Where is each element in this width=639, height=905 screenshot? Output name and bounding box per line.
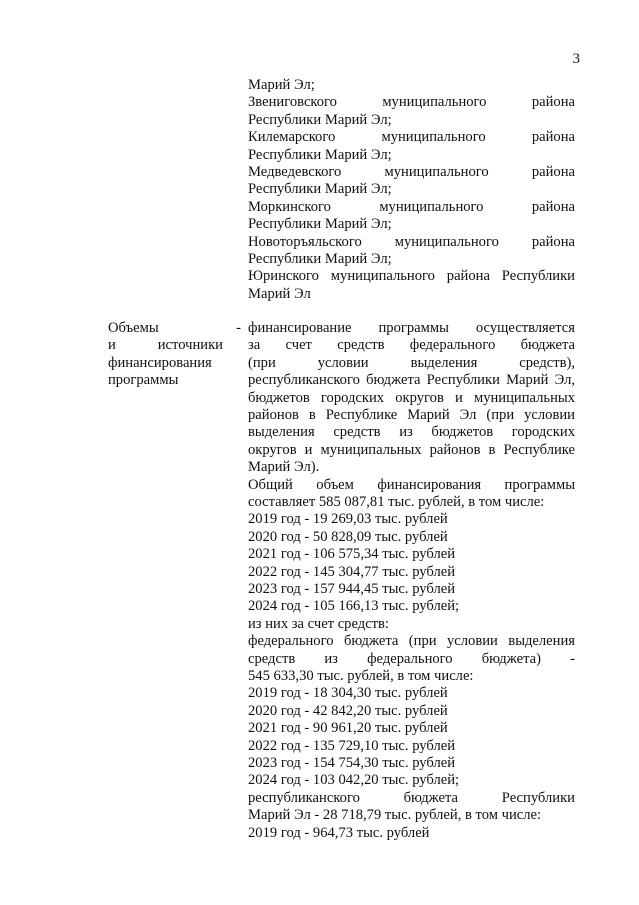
text-line: финансирование программы осуществляется	[248, 320, 575, 336]
text-line: Моркинского муниципального района	[248, 198, 575, 215]
text-line: Общий объем финансирования программы	[248, 476, 575, 493]
label-line: финансирования	[108, 354, 212, 371]
text-line: Республики Марий Эл;	[248, 250, 392, 267]
text-line: Новоторъяльского муниципального района	[248, 233, 575, 250]
text-line: Республики Марий Эл;	[248, 146, 392, 163]
label-line: программы	[108, 372, 179, 389]
text-line: 2024 год - 105 166,13 тыс. рублей;	[248, 598, 460, 615]
text-line: 2024 год - 103 042,20 тыс. рублей;	[248, 772, 460, 789]
text-line: республиканского бюджета Республики Марий Эл,	[248, 372, 575, 389]
text-line: Медведевского муниципального района	[248, 164, 575, 180]
text-line: районов в Республике Марий Эл (при условии	[248, 406, 575, 423]
text-line: (при условии выделения средств),	[248, 354, 575, 371]
text-line: 2019 год - 18 304,30 тыс. рублей	[248, 685, 448, 702]
text-line: бюджетов городских округов и муниципальных	[248, 389, 575, 406]
text-line: 2023 год - 154 754,30 тыс. рублей	[248, 754, 456, 771]
text-line: округов и муниципальных районов в Республике	[248, 441, 575, 458]
text-line: Марий Эл - 28 718,79 тыс. рублей, в том числе:	[248, 807, 542, 824]
text-line: выделения средств из бюджетов городских	[248, 424, 575, 441]
financing-label	[108, 320, 223, 390]
municipal-districts-list	[248, 77, 575, 303]
text-line: 2022 год - 145 304,77 тыс. рублей	[248, 563, 456, 580]
text-line: Юринского муниципального района Республики	[248, 268, 575, 285]
text-line: федерального бюджета (при условии выделения	[248, 633, 575, 650]
label-line: Объемы	[108, 320, 159, 336]
text-line: республиканского бюджета Республики	[248, 789, 575, 806]
text-line: Марий Эл).	[248, 459, 320, 476]
label-line: и источники	[108, 337, 223, 354]
text-line: Килемарского муниципального района	[248, 129, 575, 146]
text-line: 545 633,30 тыс. рублей, в том числе:	[248, 667, 474, 684]
text-line: за счет средств федерального бюджета	[248, 337, 575, 354]
financing-description	[248, 320, 575, 842]
financing-label-column	[108, 320, 241, 842]
text-line: Звениговского муниципального района	[248, 94, 575, 111]
text-line: 2020 год - 50 828,09 тыс. рублей	[248, 528, 448, 545]
text-line: средств из федерального бюджета) -	[248, 650, 575, 667]
text-line: 2021 год - 106 575,34 тыс. рублей	[248, 546, 456, 563]
text-line: 2022 год - 135 729,10 тыс. рублей	[248, 737, 456, 754]
text-line: Республики Марий Эл;	[248, 111, 392, 128]
text-line: составляет 585 087,81 тыс. рублей, в том числе:	[248, 493, 545, 510]
text-line: 2021 год - 90 961,20 тыс. рублей	[248, 720, 448, 737]
financing-section	[108, 320, 578, 842]
text-line: 2020 год - 42 842,20 тыс. рублей	[248, 702, 448, 719]
text-line: Марий Эл;	[248, 77, 315, 93]
text-line: Марий Эл	[248, 285, 311, 302]
text-line: из них за счет средств:	[248, 615, 389, 632]
text-line: Республики Марий Эл;	[248, 181, 392, 198]
text-line: 2019 год - 19 269,03 тыс. рублей	[248, 511, 448, 528]
page-number: 3	[572, 51, 580, 67]
text-line: Республики Марий Эл;	[248, 216, 392, 233]
financing-row	[108, 320, 578, 842]
text-line: 2023 год - 157 944,45 тыс. рублей	[248, 580, 456, 597]
label-dash: -	[236, 320, 241, 336]
text-line: 2019 год - 964,73 тыс. рублей	[248, 824, 430, 841]
